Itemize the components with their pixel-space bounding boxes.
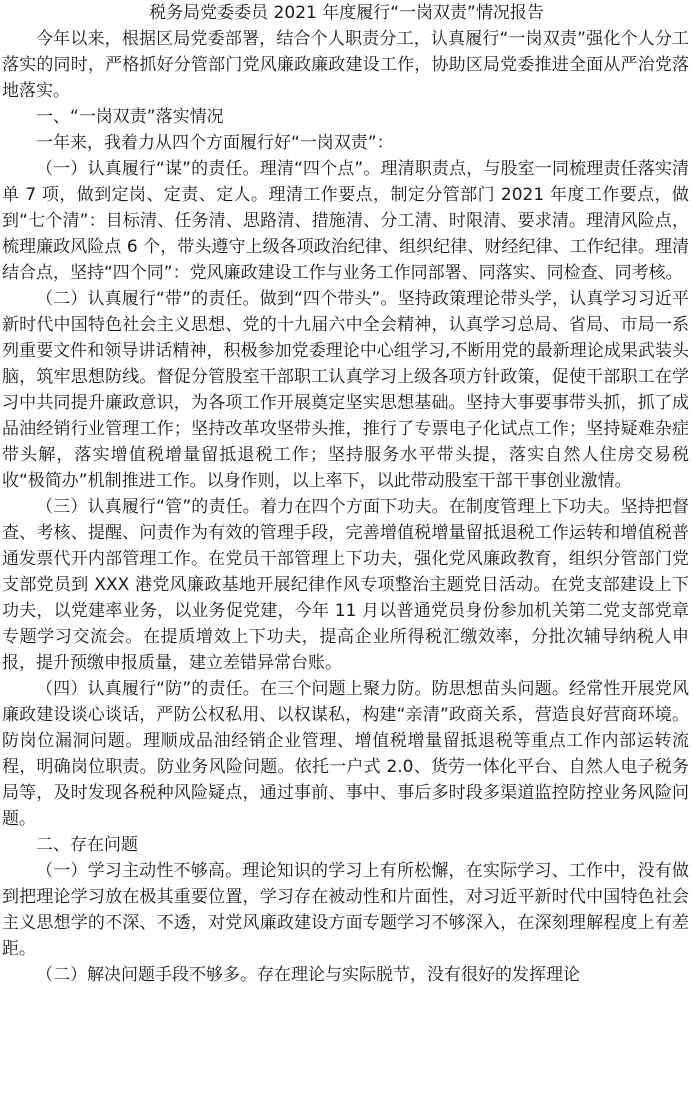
section-1-lead: 一年来，我着力从四个方面履行好“一岗双责”： <box>36 133 394 153</box>
section-2-item-2: （二）解决问题手段不够多。存在理论与实际脱节，没有很好的发挥理论 <box>36 965 580 985</box>
section-2-item-1: （一）学习主动性不够高。理论知识的学习上有所松懈，在实际学习、工作中，没有做到把理论学习放在极其重要位置，学习存在被动性和片面性，对习近平新时代中国特色社会主义思想学的不深、不透，对党风廉政建设方面专题学习不够深入，在深刻理解程度上有差距。 <box>2 861 689 959</box>
section-1-item-1: （一）认真履行“谋”的责任。理清“四个点”。理清职责点，与股室一同梳理责任落实清单 7 项，做到定岗、定责、定人。理清工作要点，制定分管部门 2021 年度工作要点，做到“七个清”：目标清、任务清、思路清、措施清、分工清、时限清、要求清。理清风险点，梳理廉政风险点 6 个，带头遵守上级各项政治纪律、组织纪律、财经纪律、工作纪律。理清结合点，坚持“四个同”：党风廉政建设工作与业务工作同部署、同落实、同检查、同考核。 <box>2 159 689 283</box>
document-title: 税务局党委委员 2021 年度履行“一岗双责”情况报告 <box>149 3 544 23</box>
section-1-item-3: （三）认真履行“管”的责任。着力在四个方面下功夫。在制度管理上下功夫。坚持把督查、考核、提醒、问责作为有效的管理手段，完善增值税增量留抵退税工作运转和增值税普通发票代开内部管理工作。在党员干部管理上下功夫，强化党风廉政教育，组织分管部门党支部党员到 XXX 港党风廉政基地开展纪律作风专项整治主题党日活动。在党支部建设上下功夫，以党建率业务，以业务促党建，今年 11 月以普通党员身份参加机关第二党支部党章专题学习交流会。在提质增效上下功夫，提高企业所得税汇缴效率，分批次辅导纳税人申报，提升预缴申报质量，建立差错异常台账。 <box>2 497 689 673</box>
document-body <box>0 26 693 988</box>
intro-paragraph: 今年以来，根据区局党委部署，结合个人职责分工，认真履行“一岗双责”强化个人分工落实的同时，严格抓好分管部门党风廉政廉政建设工作，协助区局党委推进全面从严治党落地落实。 <box>2 29 689 101</box>
section-1-item-4: （四）认真履行“防”的责任。在三个问题上聚力防。防思想苗头问题。经常性开展党风廉政建设谈心谈话，严防公权私用、以权谋私，构建“亲清”政商关系，营造良好营商环境。防岗位漏洞问题。理顺成品油经销企业管理、增值税增量留抵退税等重点工作内部运转流程，明确岗位职责。防业务风险问题。依托一户式 2.0、货劳一体化平台、自然人电子税务局等，及时发现各税种风险疑点，通过事前、事中、事后多时段多渠道监控防控业务风险问题。 <box>2 679 689 829</box>
section-1-heading: 一、“一岗双责”落实情况 <box>36 107 224 127</box>
section-1-item-2: （二）认真履行“带”的责任。做到“四个带头”。坚持政策理论带头学，认真学习习近平新时代中国特色社会主义思想、党的十九届六中全会精神，认真学习总局、省局、市局一系列重要文件和领导讲话精神，积极参加党委理论中心组学习,不断用党的最新理论成果武装头脑，筑牢思想防线。督促分管股室干部职工认真学习上级各项方针政策，促使干部职工在学习中共同提升廉政意识，为各项工作开展奠定坚实思想基础。坚持大事要事带头抓，抓了成品油经销行业管理工作；坚持改革攻坚带头推，推行了专票电子化试点工作；坚持疑难杂症带头解，落实增值税增量留抵退税工作；坚持服务水平带头提，落实自然人住房交易税收“极简办”机制推进工作。以身作则，以上率下，以此带动股室干部干事创业激情。 <box>2 289 689 491</box>
section-2-heading: 二、存在问题 <box>36 835 138 855</box>
